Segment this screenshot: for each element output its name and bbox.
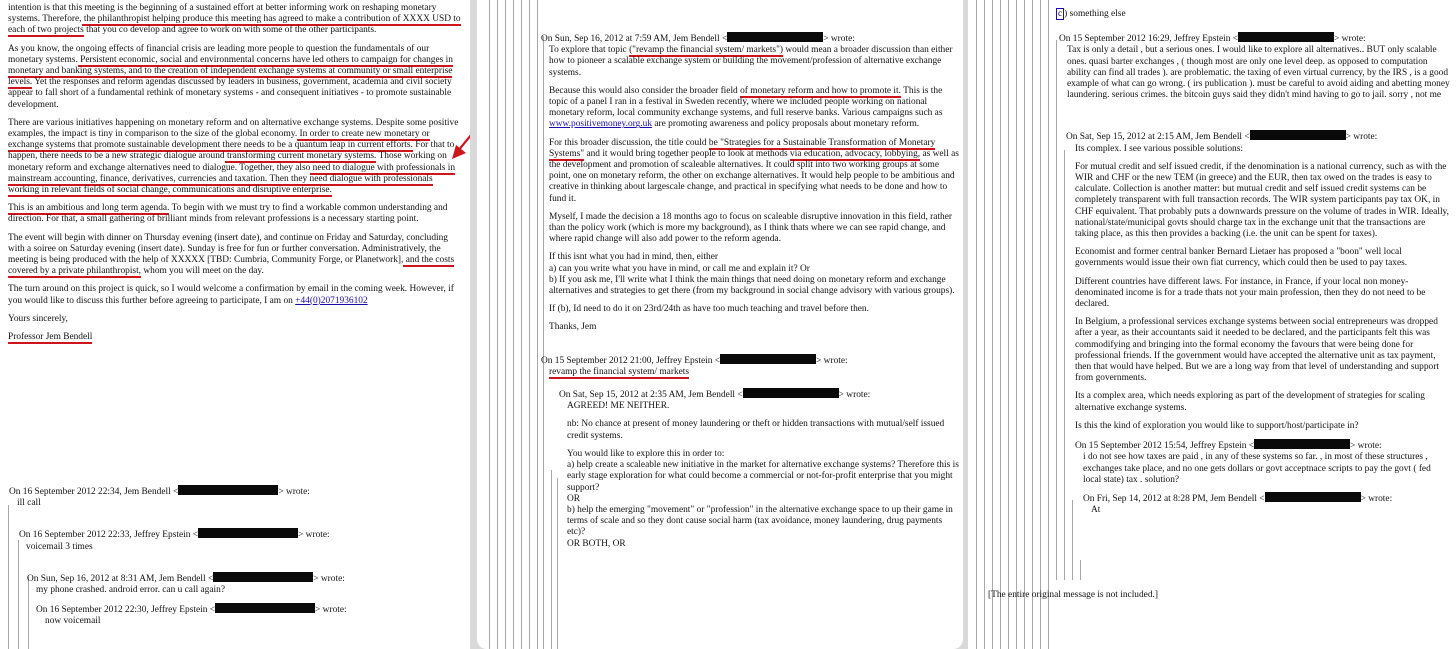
paragraph: The event will begin with dinner on Thursday evening (insert date), and continue on Friday and Saturday, concluding with a soiree on Saturday evening (insert date). Sunday is free for fun or further conversation. Administratively, the meeting is being produced with the help of XXXXX [TBD: Cumbria, Community Forge, or Planetwork], and the costs covered by a private philanthropist, whom you will meet on the day. — [8, 232, 455, 277]
paragraph: There are various initiatives happening on monetary reform and on alternative exchange systems. Despite some positive examples, the impact is tiny in comparison to the size of the global economy. In order to create new monetary or exchange systems that promote sustainable development there needs to be a quantum leap in current efforts. For that to happen, there needs to be a new strategic dialogue around transforming current monetary systems. Those working on monetary reform and exchange alternatives need to dialogue. Together, they also need to dialogue with professionals in mainstream accounting, finance, derivatives, currencies and taxation. Then they need dialogue with professionals working in relevant fields of social change, communications and disruptive enterprise. — [8, 117, 459, 196]
redaction-bar — [743, 388, 839, 398]
email-body: voicemail 3 times — [26, 541, 93, 552]
highlight-underline: In order to create new monetary or exchange systems that promote sustainable development there needs to be a quantum leap in current efforts. — [8, 129, 430, 151]
email-body: ill call — [17, 498, 41, 509]
paragraph: If (b), Id need to do it on 23rd/24th as have too much teaching and travel before then. — [549, 304, 869, 315]
highlight-underline: This is an ambitious and long term agenda. — [8, 203, 170, 214]
truncation-note: [The entire original message is not included.] — [988, 590, 1158, 600]
email-header: On 16 September 2012 22:33, Jeffrey Epstein < > wrote: — [19, 530, 330, 541]
paragraph: The turn around on this project is quick, so I would welcome a confirmation by email in the coming week. However, if you would like to discuss this further before agreeing to participate, I am on +44(0)2071936102 — [8, 284, 454, 306]
document-page-2 — [477, 0, 963, 649]
email-header: On 16 September 2012 22:34, Jem Bendell < > wrote: — [9, 487, 310, 497]
email-header: On Sat, Sep 15, 2012 at 2:35 AM, Jem Bendell < > wrote: — [559, 390, 871, 401]
email-body: i do not see how taxes are paid , in any of these systems so far. , in most of these structures , exchanges take place, and no one gets dollars or govt acceptnace scripts to pay the govt ( fed local state) tax . solution? — [1083, 452, 1431, 485]
email-body: Tax is only a detail , but a serious ones. I would like to explore all alternatives.. BUT only scalable ones. quasi barter exchanges , ( though most are only one level deep. as opposed to computation ability can find all trades ). are problematic. the taxing of even virtual currency, by the IRS , is a good example of what can go wrong. ( irs publication ). must be careful to avoid aiding and abetting money laundering. serious crimes. the bitcoin guys said they didn't mind having to go to jail. sorry , not me — [1067, 45, 1450, 101]
redaction-bar — [1250, 130, 1346, 140]
highlight-underline: and the costs covered by a private philanthropist, — [8, 255, 455, 277]
redaction-bar — [213, 572, 313, 582]
email-header: On 15 September 2012 21:00, Jeffrey Epstein < > wrote: — [541, 355, 848, 366]
email-body: revamp the financial system/ markets — [549, 366, 690, 377]
email-header: On Sun, Sep 16, 2012 at 8:31 AM, Jem Bendell < > wrote: — [27, 573, 345, 584]
highlight-underline: need to dialogue with professionals in mainstream accounting, finance, derivatives, currencies and taxation. Then they need dialogue with professionals working in relevant fields of social change, communications and disruptive enterprise. — [8, 162, 456, 196]
redaction-bar — [1254, 439, 1350, 449]
sign-off: Thanks, Jem — [549, 322, 597, 333]
email-main — [541, 32, 961, 550]
email-header: On 15 September 2012 16:29, Jeffrey Epstein < > wrote: — [1059, 34, 1366, 45]
email-header: On Sat, Sep 15, 2012 at 2:15 AM, Jem Bendell < > wrote: — [1066, 132, 1378, 143]
red-arrow-icon — [448, 115, 470, 163]
email-header: On 16 September 2012 22:30, Jeffrey Epstein < > wrote: — [36, 605, 347, 616]
paragraph: Because this would also consider the broader field of monetary reform and how to promote it. This is the topic of a panel I ran in a festival in Sweden recently, where we included people working on national monetary reform, local community exchange systems, and full reserve banks. Various campaigns such as www.positivemoney.org.uk are promoting awareness and policy proposals about monetary reform. — [549, 85, 943, 130]
redaction-bar — [720, 354, 816, 364]
email-body: now voicemail — [45, 616, 101, 627]
email-thread-continued — [1056, 9, 1450, 516]
email-thread — [9, 485, 459, 628]
document-page-3 — [968, 0, 1456, 649]
paragraph: For this broader discussion, the title could be "Strategies for a Sustainable Transformation of Monetary Systems" and it would bring together people to look at methods via education, advocacy, lobbying, as well as the development and promotion of scaleable alternatives. It could split into two working groups at some point, one on monetary reform, the other on exchange alternatives. It would help people to be ambitious and creative in thinking about largescale change, and practical in specifying what needs to be done and how to fund it. — [549, 137, 959, 204]
closing: Yours sincerely, — [8, 313, 68, 324]
phone-link[interactable]: +44(0)2071936102 — [295, 295, 368, 306]
highlight-underline: the philanthropist helping produce this meeting has agreed to make a contribution of XXXX USD to each of two projects — [8, 14, 461, 36]
redaction-bar — [198, 528, 298, 538]
email-header: On Sun, Sep 16, 2012 at 7:59 AM, Jem Bendell < > wrote: — [541, 34, 855, 44]
paragraph: As you know, the ongoing effects of financial crisis are leading more people to question the fundamentals of our monetary systems. Persistent economic, social and environmental concerns have led others to campaign for changes in monetary and banking systems, and to the creation of independent exchange systems at community or small enterprise levels. Yet the responses and reform agendas discussed by leaders in business, government, academia and civil society appear to fall short of a fundamental rethink of monetary systems - and consequent initiatives - to promote sustainable development. — [8, 43, 453, 110]
email-text — [549, 45, 961, 333]
redaction-bar — [215, 603, 315, 613]
email-text: AGREED! ME NEITHER. nb: No chance at present of money laundering or theft or hidden transactions with mutual/self issued credit systems. You would like to explore this in order to: a) help create a scaleable new initiative in the market for alternative exchange systems? Therefore this is early stage exploration for what could become a commercial or not-for-profit enterprise that you might support? OR b) help the emerging "movement" or "profession" in the alternative exchange space to up their game in terms of scale and so they dont cause social harm (tax avoidance, money laundering, drug payments etc)? OR BOTH, OR — [567, 401, 959, 549]
redaction-bar — [727, 32, 823, 42]
signature: Professor Jem Bendell — [8, 332, 93, 343]
paragraph: intention is that this meeting is the beginning of a sustained effort at better informing work on reshaping monetary systems. Therefore, the philanthropist helping produce this meeting has agreed to make a contribution of XXXX USD to each of two projects that you co develop and agree to work on with some of the other participants. — [8, 3, 461, 36]
email-header: On Fri, Sep 14, 2012 at 8:28 PM, Jem Bendell < > wrote: — [1083, 493, 1393, 504]
redaction-bar — [1265, 492, 1361, 502]
paragraph: If this isnt what you had in mind, then, either a) can you write what you have in mind, or call me and explain it? Or b) If you ask me, I'll write what I think the main things that need doing on monetary reform and exchange alternatives and strategies to get there (from my background in social change advisory with various groups). — [549, 252, 955, 297]
paragraph: Myself, I made the decision a 18 months ago to focus on scaleable disruptive innovation in this field, rather than the policy work (which is more my background), as I think thats where we can see rapid change, and where rapid change will also add power to the reform agenda. — [549, 211, 953, 245]
redaction-bar — [1238, 32, 1334, 42]
email-text: Its complex. I see various possible solutions: For mutual credit and self issued credit, if the denomination is a national currency, such as with the WIR and CHF or the new TEM (in greece) and the EUR, then tax owed on the trades is easy to calculate. Collection is another matter: but mutual credit and self issued credit systems can be completely transparent with full transaction records. The WIR system participants pay tax OK, in CHF equivalent. That probably puts a downwards pressure on the volume of trades in WIR. Ideally, national/state/municipal govts should charge tax in the exchange unit that the transactions are taking place, as this then provides a backing (i.e. the unit can be spent for taxes). Economist and former central banker Bernard Lietaer has proposed a "boon" well local governments would issue their own fiat currency, which could then be used to pay taxes. Different countries have different laws. For instance, in France, if your local non money-denominated income is for a trade thats not your main profession, then they do not need to be declared. In Belgium, a professional services exchange systems between social entrepreneurs was dropped after a year, as their accountants said it needed to be declared, and the participants felt this was commodifying and bringing into the formal economy the favours that were being done for professional friends. If the government would have accepted the alternative unit as tax payment, then that would have helped. But we are a long way from that level of understanding and support from governments. Its a complex area, which needs exploring as part of the development of strategies for scaling alternative exchange systems. Is this the kind of exploration you would like to support/host/participate in? — [1075, 143, 1449, 431]
positivemoney-link[interactable]: www.positivemoney.org.uk — [549, 119, 653, 130]
paragraph: To explore that topic ("revamp the financial system/ markets") would mean a broader discussion than either how to pioneer a scalable exchange system or building the movement/profession of alternative exchange systems. — [549, 45, 953, 78]
paragraph: This is an ambitious and long term agenda. To begin with we must try to find a workable common understanding and direction. For that, a small gathering of brilliant minds from relevant professions is a necessary starting point. — [8, 203, 448, 225]
highlight-underline: Persistent economic, social and environmental concerns have led others to campaign for changes in monetary and banking systems, and to the creation of independent exchange systems at community or small enterprise levels. — [8, 54, 453, 88]
email-body: At — [1091, 505, 1101, 516]
redaction-bar — [178, 485, 278, 495]
email-body: my phone crashed. android error. can u call again? — [36, 585, 225, 596]
letter-body — [8, 3, 466, 350]
list-item: c ) something else — [1058, 9, 1126, 19]
document-page-1 — [0, 0, 470, 649]
highlight-underline: transforming current monetary systems. — [224, 151, 377, 162]
email-header: On 15 September 2012 15:54, Jeffrey Epstein < > wrote: — [1075, 441, 1382, 452]
